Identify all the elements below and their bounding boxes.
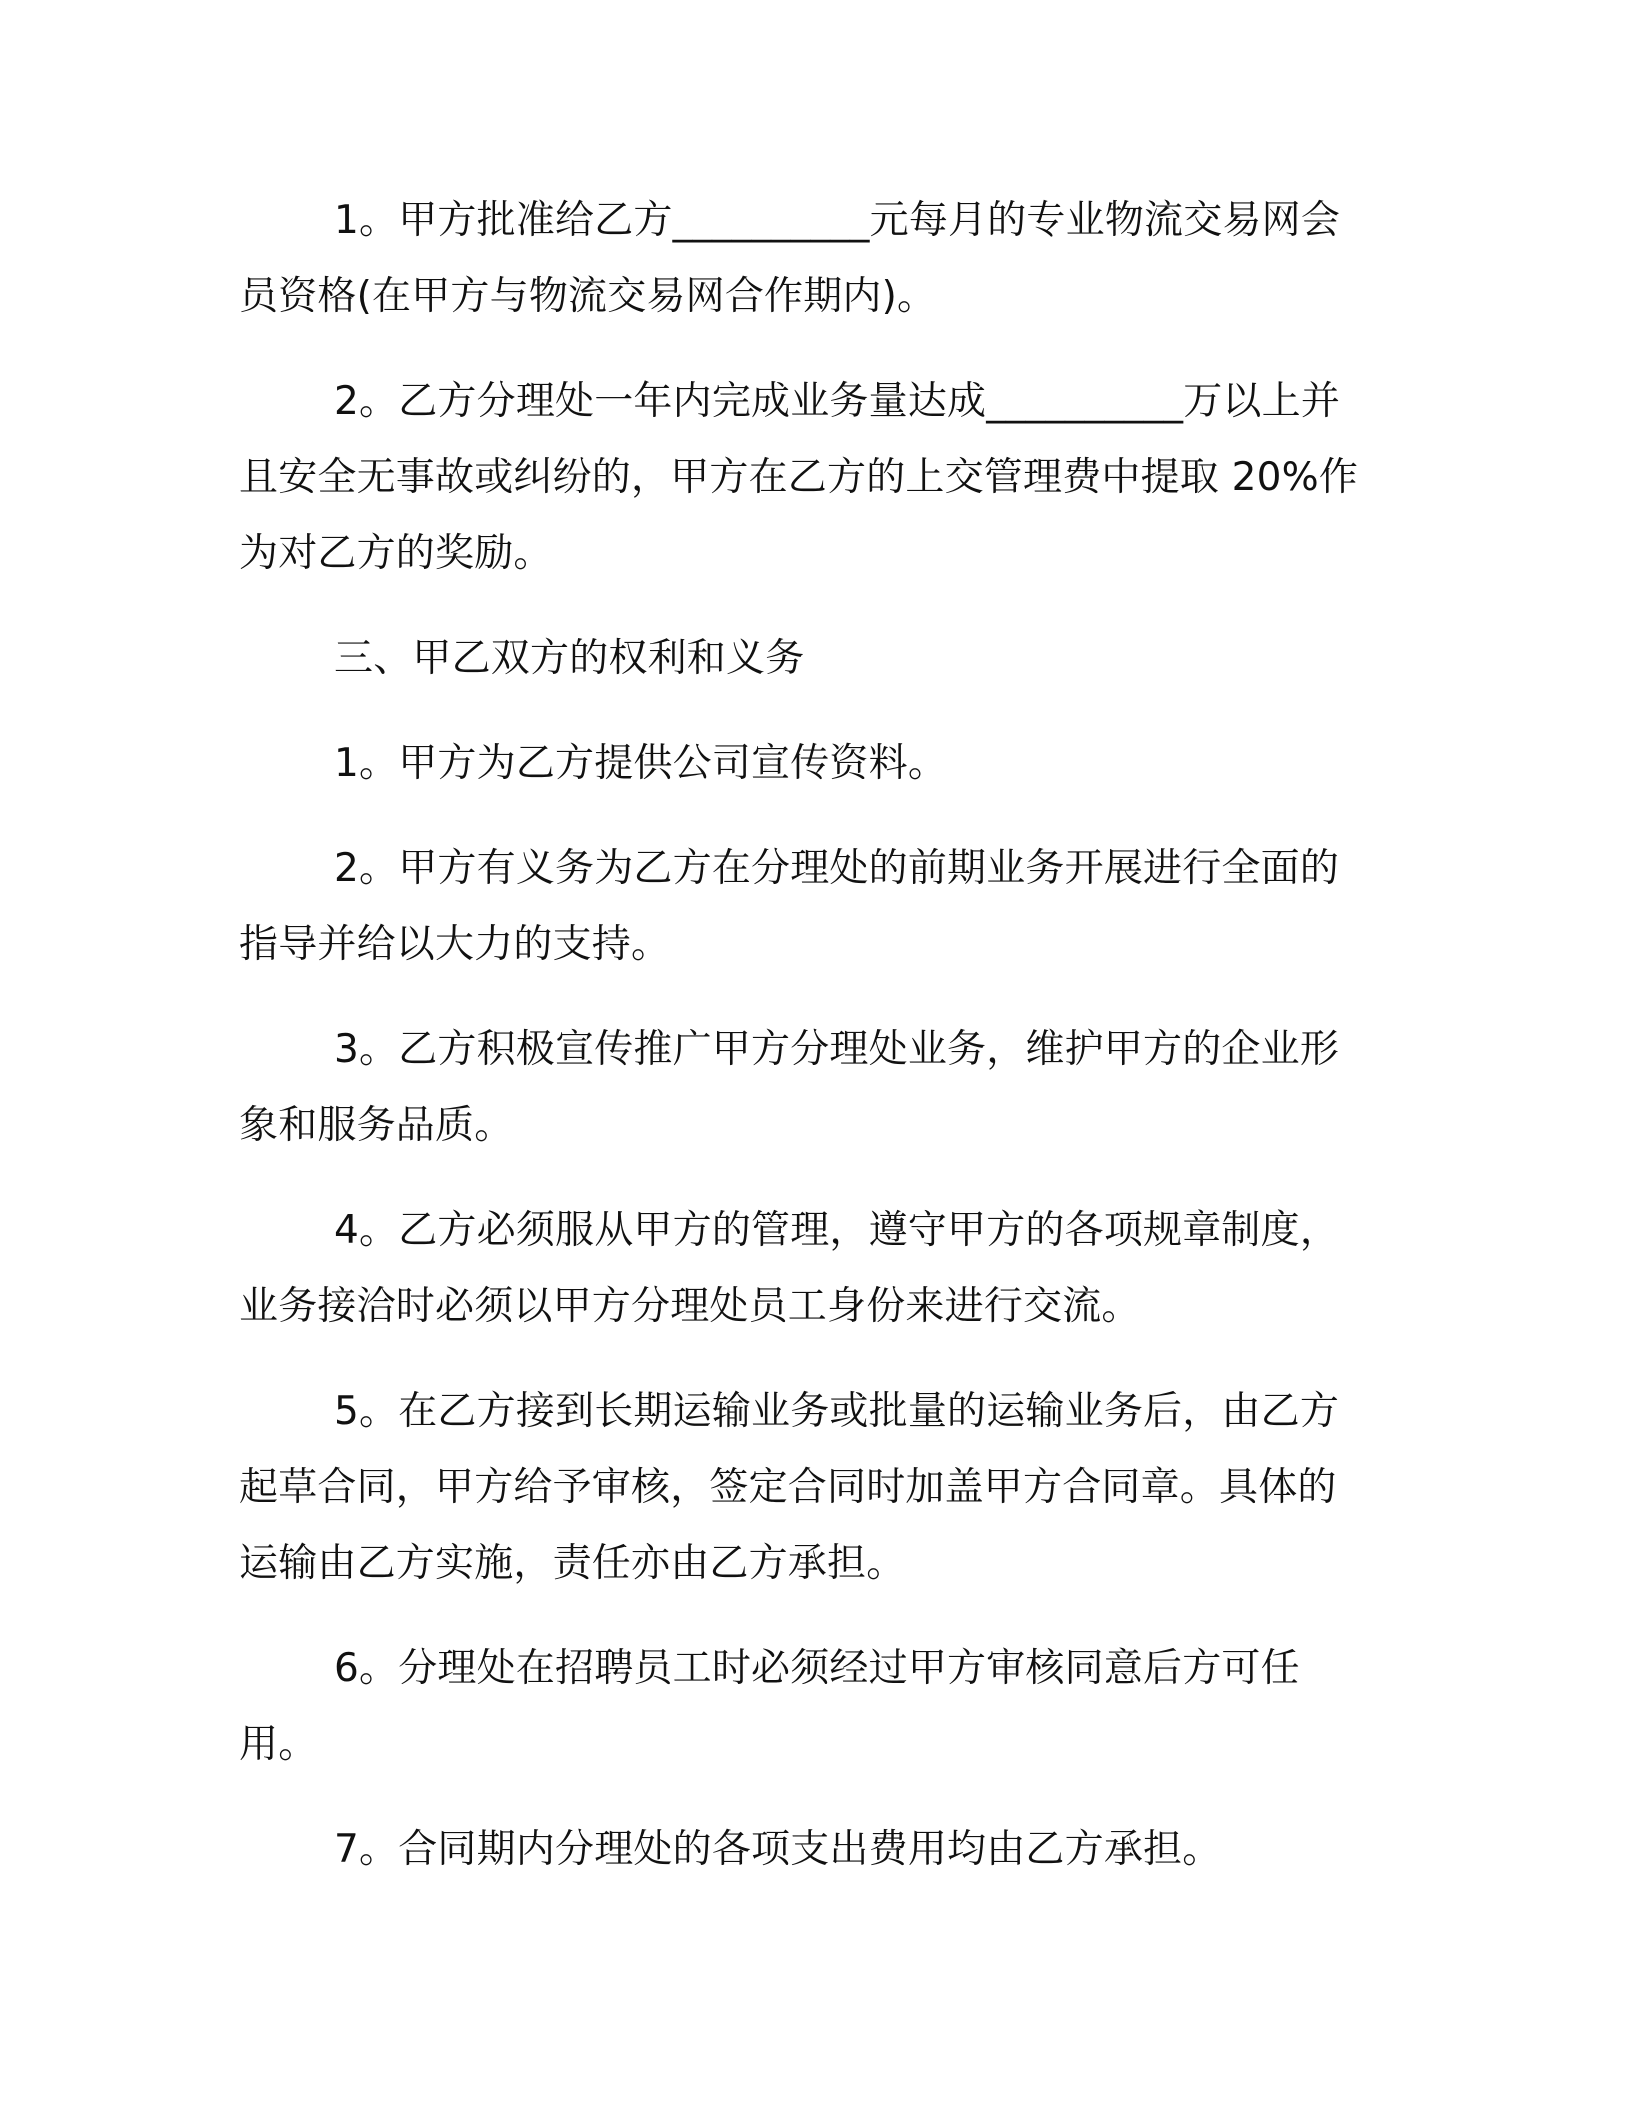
clause-guidance-support: 2。甲方有义务为乙方在分理处的前期业务开展进行全面的指导并给以大力的支持。 xyxy=(239,846,1340,967)
section-heading-rights-obligations: 三、甲乙双方的权利和义务 xyxy=(334,636,805,681)
clause-management-compliance: 4。乙方必须服从甲方的管理，遵守甲方的各项规章制度，业务接洽时必须以甲方分理处员工身份来进行交流。 xyxy=(239,1208,1340,1329)
clause-promo-materials: 1。甲方为乙方提供公司宣传资料。 xyxy=(334,741,948,786)
clause-contract-drafting: 5。在乙方接到长期运输业务或批量的运输业务后，由乙方起草合同，甲方给予审核，签定合同时加盖甲方合同章。具体的运输由乙方实施，责任亦由乙方承担。 xyxy=(239,1389,1340,1586)
clause-reward-membership: 1。甲方批准给乙方__________元每月的专业物流交易网会员资格(在甲方与物流交易网合作期内)。 xyxy=(239,198,1341,319)
clause-expenses: 7。合同期内分理处的各项支出费用均由乙方承担。 xyxy=(334,1827,1222,1872)
document-body xyxy=(239,183,1369,1888)
clause-hiring-approval: 6。分理处在招聘员工时必须经过甲方审核同意后方可任用。 xyxy=(239,1646,1300,1767)
clause-brand-promotion: 3。乙方积极宣传推广甲方分理处业务，维护甲方的企业形象和服务品质。 xyxy=(239,1027,1340,1148)
clause-reward-volume: 2。乙方分理处一年内完成业务量达成__________万以上并且安全无事故或纠纷的，甲方在乙方的上交管理费中提取 20%作为对乙方的奖励。 xyxy=(239,379,1359,576)
